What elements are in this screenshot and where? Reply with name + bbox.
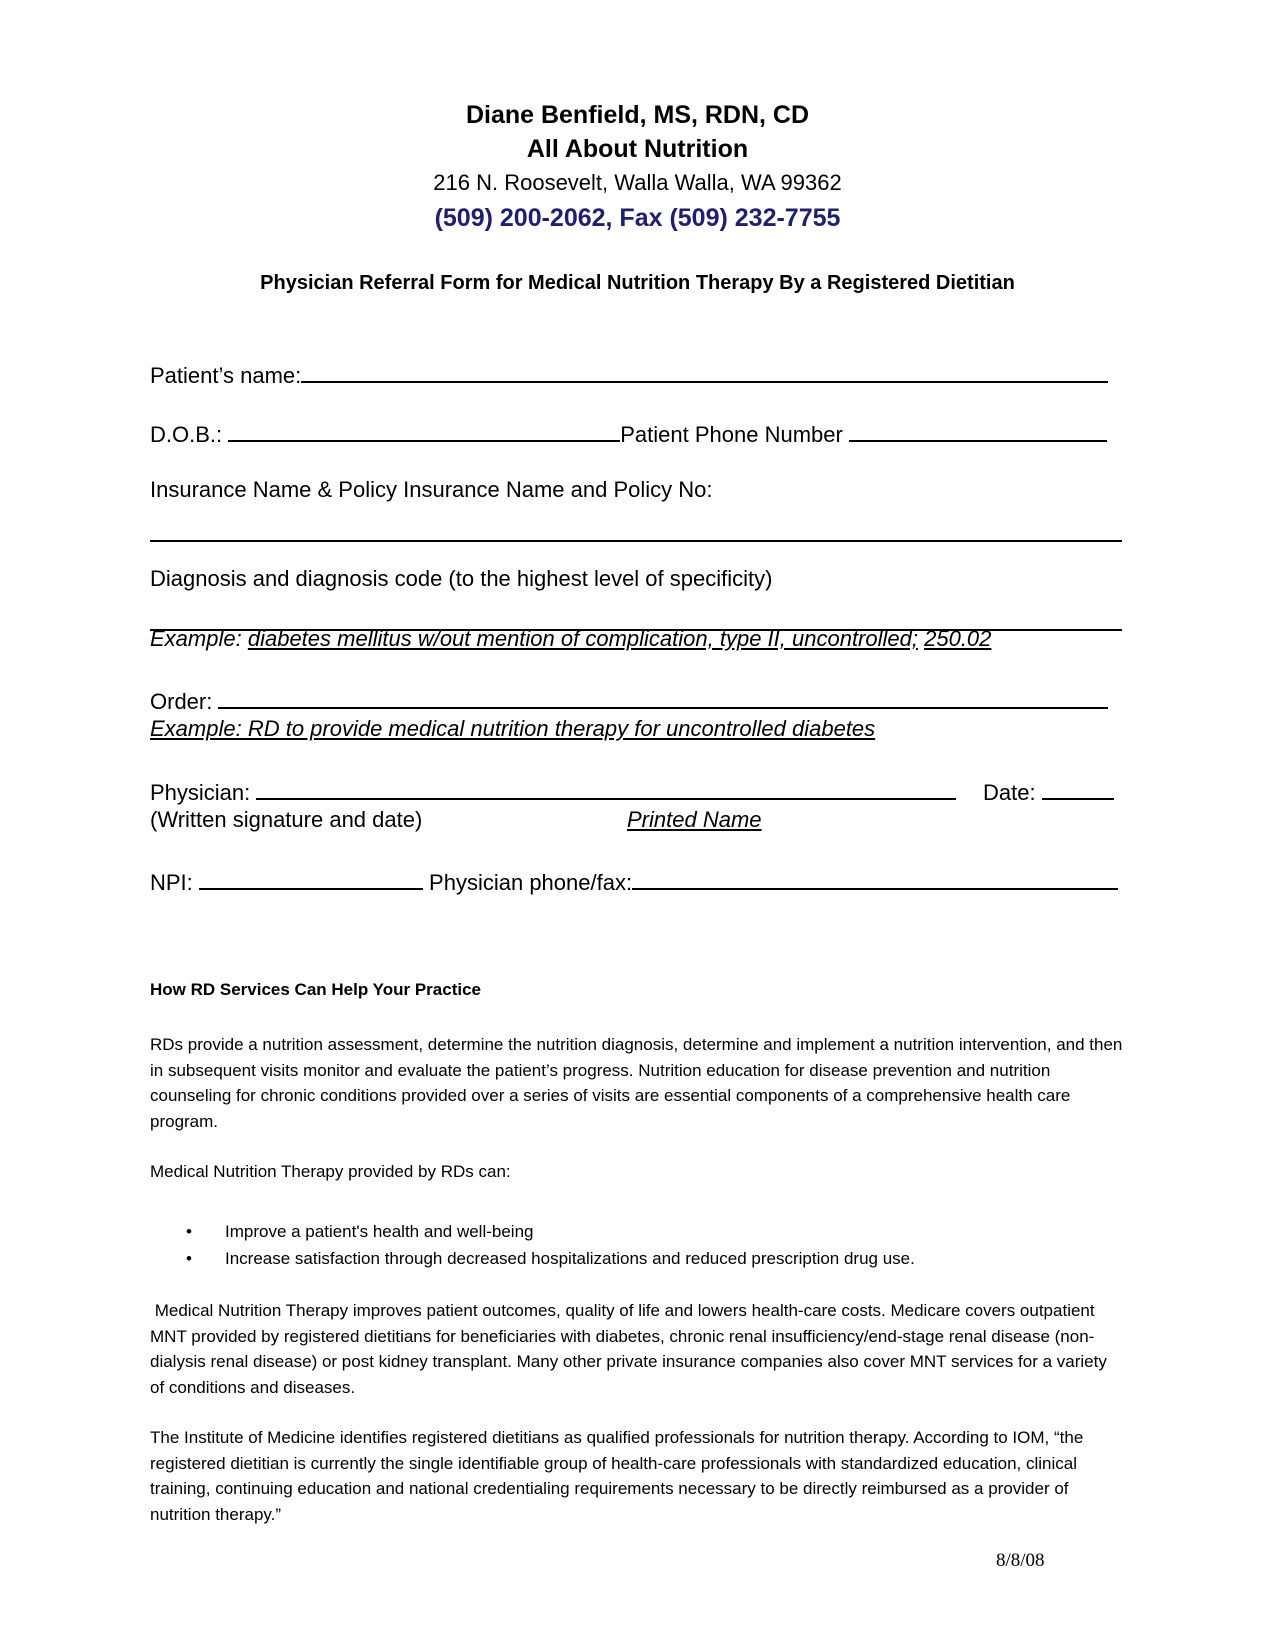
business-address: 216 N. Roosevelt, Walla Walla, WA 99362 <box>433 170 842 195</box>
patient-name-label: Patient’s name: <box>150 363 302 388</box>
revision-date: 8/8/08 <box>996 1550 1045 1571</box>
patient-phone-label: Patient Phone Number <box>620 422 843 447</box>
physician-signature-field[interactable] <box>256 776 956 800</box>
list-item <box>150 1245 1125 1272</box>
diagnosis-example-prefix: Example: <box>150 626 242 651</box>
patient-name-field[interactable] <box>301 359 1108 383</box>
insurance-label: Insurance Name & Policy Insurance Name and Policy No: <box>150 477 713 502</box>
printed-name-label: Printed Name <box>627 807 762 832</box>
dob-phone-row <box>150 418 1107 449</box>
benefits-list <box>150 1218 1125 1272</box>
bullet-icon: • <box>186 1249 192 1268</box>
insurance-field[interactable] <box>150 540 1122 542</box>
date-label: Date: <box>983 780 1036 805</box>
bullet-icon: • <box>186 1222 192 1241</box>
npi-label: NPI: <box>150 870 193 895</box>
order-example: Example: RD to provide medical nutrition therapy for uncontrolled diabetes <box>150 716 876 741</box>
patient-phone-field[interactable] <box>849 418 1107 442</box>
physician-phone-label: Physician phone/fax: <box>429 870 633 895</box>
paragraph-iom: The Institute of Medicine identifies registered dietitians as qualified professionals for nutrition therapy. According to IOM, “the registered dietitian is currently the single identifiable group of health-care professionals with standardized education, clinical training, continuing education and national credentialing requirements necessary to be directly reimbursed as a provider of nutrition therapy.” <box>150 1428 1084 1524</box>
date-row <box>983 776 1114 807</box>
order-row <box>150 685 1108 716</box>
paragraph-rd-services: RDs provide a nutrition assessment, determine the nutrition diagnosis, determine and implement a nutrition intervention, and then in subsequent visits monitor and evaluate the patient’s progress. Nutrition education for disease prevention and nutrition counseling for chronic conditions provided over a series of visits are essential components of a comprehensive health care program. <box>150 1035 1123 1131</box>
physician-row <box>150 776 956 807</box>
dob-field[interactable] <box>228 418 620 442</box>
letterhead <box>0 98 1275 237</box>
practitioner-name: Diane Benfield, MS, RDN, CD <box>465 101 810 129</box>
business-phone-fax: (509) 200-2062, Fax (509) 232-7755 <box>434 204 841 232</box>
list-item-text: Increase satisfaction through decreased hospitalizations and reduced prescription drug use. <box>225 1249 915 1268</box>
list-item-text: Improve a patient's health and well-being <box>225 1222 534 1241</box>
diagnosis-example-text: diabetes mellitus w/out mention of complication, type II, uncontrolled; <box>247 626 918 651</box>
order-field[interactable] <box>218 685 1108 709</box>
diagnosis-example-code: 250.02 <box>924 626 992 651</box>
patient-name-row <box>150 359 1108 390</box>
form-title: Physician Referral Form for Medical Nutrition Therapy By a Registered Dietitian <box>260 272 1015 294</box>
diagnosis-example <box>150 625 991 653</box>
physician-phone-field[interactable] <box>632 866 1118 890</box>
dob-label: D.O.B.: <box>150 422 223 447</box>
section-title: How RD Services Can Help Your Practice <box>150 980 481 999</box>
order-label: Order: <box>150 689 213 714</box>
date-field[interactable] <box>1042 776 1114 800</box>
paragraph-mnt-can: Medical Nutrition Therapy provided by RDs can: <box>150 1162 511 1181</box>
diagnosis-label: Diagnosis and diagnosis code (to the highest level of specificity) <box>150 566 773 591</box>
business-name: All About Nutrition <box>526 135 749 163</box>
physician-label: Physician: <box>150 780 251 805</box>
signature-note: (Written signature and date) <box>150 807 423 832</box>
npi-field[interactable] <box>199 866 423 890</box>
list-item <box>150 1218 1125 1245</box>
paragraph-mnt-outcomes: Medical Nutrition Therapy improves patient outcomes, quality of life and lowers health-care costs. Medicare covers outpatient MNT provided by registered dietitians for beneficiaries with diabetes, chronic renal insufficiency/end-stage renal disease (non-dialysis renal disease) or post kidney transplant. Many other private insurance companies also cover MNT services for a variety of conditions and diseases. <box>150 1301 1112 1397</box>
npi-row <box>150 866 1118 897</box>
